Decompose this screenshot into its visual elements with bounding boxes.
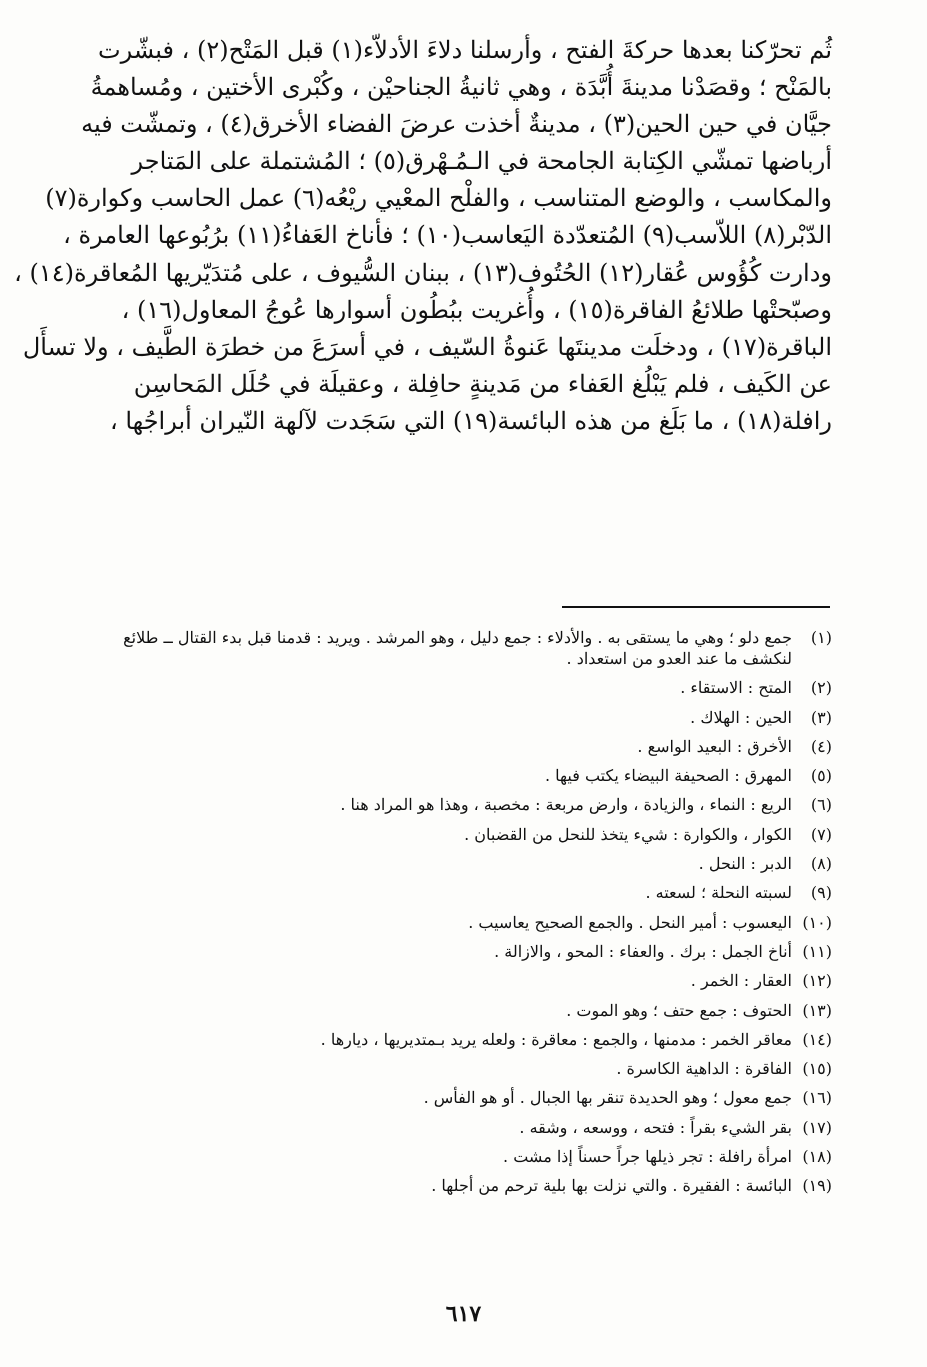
footnote-number: (٧) bbox=[810, 824, 832, 844]
footnote bbox=[70, 970, 832, 991]
footnote-text: الأخرق : البعيد الواسع . bbox=[637, 736, 792, 756]
footnote-number: (١٧) bbox=[802, 1117, 832, 1137]
footnote-text: البائسة : الفقيرة . والتي نزلت بها بلية ترحم من أجلها . bbox=[431, 1176, 792, 1196]
footnotes bbox=[70, 627, 832, 1205]
footnote bbox=[70, 1058, 832, 1079]
footnote-number: (١٣) bbox=[802, 1000, 832, 1020]
footnote-text: جمع معول ؛ وهو الحديدة تنقر بها الجبال . أو هو الفأس . bbox=[423, 1088, 792, 1108]
footnote-text: الحين : الهلاك . bbox=[690, 707, 792, 727]
footnote bbox=[70, 707, 832, 728]
text-line: رافلة(١٨) ، ما بَلَغ من هذه البائسة(١٩) التي سَجَدت لآلهة النّيران أبراجُها ، bbox=[109, 406, 832, 435]
footnote-number: (١٢) bbox=[802, 971, 832, 991]
footnote bbox=[70, 912, 832, 933]
main-text bbox=[14, 32, 832, 440]
page-number: ٦١٧ bbox=[445, 1301, 482, 1327]
footnote-number: (١٨) bbox=[802, 1147, 832, 1167]
text-line: ودارت كُؤُوس عُقار(١٢) الحُتُوف(١٣) ، ببنان السُّيوف ، على مُتدَيّريها المُعاقرة(١٤) ، bbox=[14, 258, 832, 287]
footnote-text: المهرق : الصحيفة البيضاء يكتب فيها . bbox=[544, 766, 792, 786]
footnote bbox=[70, 794, 832, 815]
footnote-number: (٤) bbox=[810, 736, 832, 756]
footnote-number: (١١) bbox=[802, 941, 832, 961]
footnote-number: (٦) bbox=[810, 795, 832, 815]
footnote bbox=[70, 736, 832, 757]
footnote-number: (١٩) bbox=[802, 1176, 832, 1196]
footnote-number: (٣) bbox=[810, 707, 832, 727]
footnote-number: (١٥) bbox=[802, 1059, 832, 1079]
footnote-text: اليعسوب : أمير النحل . والجمع الصحيح يعاسيب . bbox=[468, 912, 792, 932]
footnote bbox=[70, 941, 832, 962]
footnote-number: (٥) bbox=[810, 766, 832, 786]
footnote bbox=[70, 1000, 832, 1021]
footnote-text: الكوار ، والكوارة : شيء يتخذ للنحل من القضبان . bbox=[464, 824, 792, 844]
footnote-text: الريع : النماء ، والزيادة ، وارض مربعة : مخصبة ، وهذا هو المراد هنا . bbox=[340, 795, 792, 815]
footnote bbox=[70, 1029, 832, 1050]
text-line: الباقرة(١٧) ، ودخلَت مدينتَها عَنوةُ السّيف ، في أسرَعَ من خطرَة الطَّيف ، ولا تسأَل bbox=[22, 332, 832, 361]
footnote-text: الفاقرة : الداهية الكاسرة . bbox=[616, 1059, 792, 1079]
footnote bbox=[70, 627, 832, 669]
footnote bbox=[70, 1087, 832, 1108]
footnote bbox=[70, 882, 832, 903]
footnote-text: العقار : الخمر . bbox=[690, 971, 792, 991]
footnote-text: امرأة رافلة : تجر ذيلها جراً حسناً إذا مشت . bbox=[503, 1147, 792, 1167]
footnote-number: (١) bbox=[810, 628, 832, 647]
footnote-text: جمع دلو ؛ وهي ما يستقى به . والأدلاء : جمع دليل ، وهو المرشد . ويريد : قدمنا قبل بدء القتال ــ طلائع لنكشف ما عند العدو من استعداد . bbox=[123, 628, 792, 668]
footnote bbox=[70, 1175, 832, 1196]
footnote bbox=[70, 1146, 832, 1167]
footnote-number: (٩) bbox=[810, 883, 832, 903]
footnote-text: معاقر الخمر : مدمنها ، والجمع : معاقرة : ولعله يريد بـمتديريها ، ديارها . bbox=[320, 1029, 792, 1049]
footnote-separator bbox=[562, 606, 830, 608]
footnote-text: الدبر : النحل . bbox=[698, 854, 792, 874]
footnote-text: بقر الشيء بقراً : فتحه ، ووسعه ، وشقه . bbox=[519, 1117, 792, 1137]
footnote-text: الحتوف : جمع حتف ؛ وهو الموت . bbox=[566, 1000, 792, 1020]
text-line: أرباضها تمشّي الكِتابة الجامحة في الـمُـهْرق(٥) ؛ المُشتملة على المَتاجر bbox=[131, 147, 832, 176]
text-line: عن الكَيف ، فلم يَبْلُغ العَفاء من مَدينةٍ حافِلة ، وعقيلَة في حُلَل المَحاسِن bbox=[133, 369, 832, 398]
footnote bbox=[70, 824, 832, 845]
footnote-number: (٨) bbox=[810, 854, 832, 874]
footnote-number: (١٠) bbox=[802, 912, 832, 932]
text-line: الدّبْر(٨) اللاّسب(٩) المُتعدّدة اليَعاسب(١٠) ؛ فأناخ العَفاءُ(١١) برُبُوعها العامرة ، bbox=[63, 221, 832, 250]
text-line: وصبّحتْها طلائعُ الفاقرة(١٥) ، وأُغريت ببُطُون أسوارها عُوجُ المعاول(١٦) ، bbox=[121, 295, 832, 324]
footnote-number: (٢) bbox=[810, 678, 832, 698]
text-line: والمكاسب ، والوضع المتناسب ، والفلْح المعْيي ريْعُه(٦) عمل الحاسب وكوارة(٧) bbox=[45, 184, 832, 213]
footnote-number: (١٤) bbox=[802, 1029, 832, 1049]
footnote bbox=[70, 765, 832, 786]
footnote bbox=[70, 677, 832, 698]
text-line: ثُم تحرّكنا بعدها حركةَ الفتح ، وأرسلنا دلاءَ الأدلاّء(١) قبل المَتْح(٢) ، فبشّرت bbox=[98, 36, 832, 64]
text-line: جيَّان في حين الحين(٣) ، مدينةٌ أخذت عرضَ الفضاء الأخرق(٤) ، وتمشّت فيه bbox=[81, 110, 832, 139]
footnote-text: لسبته النحلة ؛ لسعته . bbox=[645, 883, 792, 903]
footnote-number: (١٦) bbox=[802, 1088, 832, 1108]
text-line: بالمَنْح ؛ وقصَدْنا مدينةَ أُبَّدَة ، وهي ثانيةُ الجناحيْن ، وكُبْرى الأختين ، ومُساهمةُ bbox=[90, 73, 832, 102]
footnote bbox=[70, 853, 832, 874]
footnote-text: أناخ الجمل : برك . والعفاء : المحو ، والازالة . bbox=[494, 941, 792, 961]
footnote-text: المتح : الاستقاء . bbox=[680, 678, 792, 698]
footnote bbox=[70, 1117, 832, 1138]
